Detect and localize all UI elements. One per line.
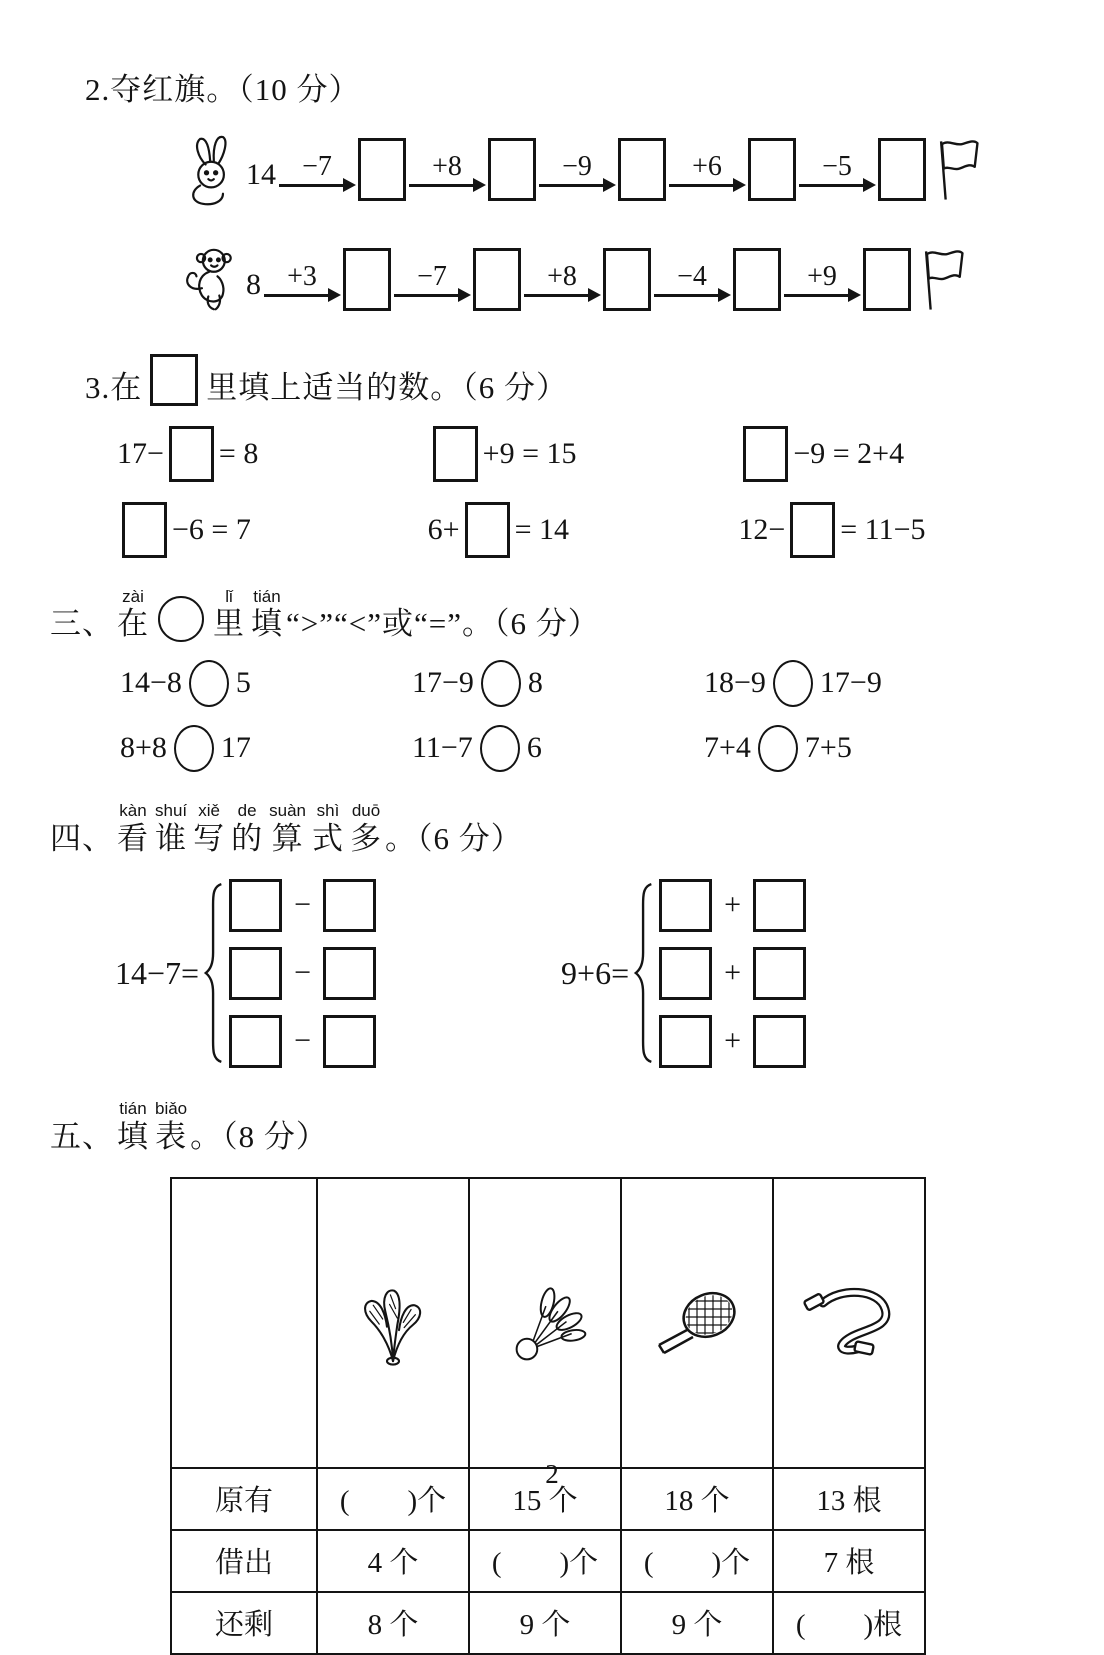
arrow-icon	[409, 184, 475, 187]
ruby-char: de 的	[231, 800, 264, 856]
answer-box[interactable]	[733, 248, 781, 311]
racket-header-cell	[621, 1178, 773, 1468]
blank-equation: −	[229, 879, 376, 932]
chain-operation	[539, 150, 615, 187]
comparison: 18−9 17−9	[704, 660, 996, 707]
ruby-char: kàn 看	[117, 800, 149, 856]
section-three-title	[50, 588, 1049, 642]
empty-header-cell	[171, 1178, 317, 1468]
answer-box[interactable]	[122, 502, 167, 558]
answer-box[interactable]	[323, 879, 376, 932]
comparison: 8+8 17	[120, 725, 412, 772]
monkey-icon	[180, 241, 244, 319]
hanzi: 里	[213, 606, 245, 642]
answer-box[interactable]	[473, 248, 521, 311]
answer-circle[interactable]	[480, 725, 520, 772]
ruby-char: biǎo 表	[155, 1099, 188, 1154]
page-number: 2	[545, 1459, 559, 1489]
group-label: 14−7=	[115, 954, 200, 991]
answer-box[interactable]	[878, 138, 926, 201]
compare-row-2	[120, 725, 1049, 772]
shuttlecock-icon	[470, 1245, 620, 1433]
value-cell: 8 个	[317, 1592, 469, 1654]
answer-box[interactable]	[659, 879, 712, 932]
chain-operation	[654, 260, 730, 297]
answer-box[interactable]	[169, 426, 214, 482]
op-label: −7	[417, 260, 447, 292]
answer-box[interactable]	[433, 426, 478, 482]
answer-box[interactable]	[323, 947, 376, 1000]
jump-rope-header-cell	[773, 1178, 925, 1468]
blank-equation: +	[659, 1015, 806, 1068]
comparison: 7+4 7+5	[704, 725, 996, 772]
answer-box[interactable]	[229, 1015, 282, 1068]
answer-circle[interactable]	[773, 660, 813, 707]
op-label: +8	[432, 150, 462, 182]
answer-box[interactable]	[753, 879, 806, 932]
fill-table	[170, 1177, 926, 1655]
chain-operation	[409, 150, 485, 187]
compare-row-1	[120, 660, 1049, 707]
shuttlecock-header-cell	[469, 1178, 621, 1468]
answer-cell[interactable]: ( )根	[773, 1592, 925, 1654]
chain-operation	[784, 260, 860, 297]
arrow-icon	[654, 294, 720, 297]
racket-icon	[622, 1245, 772, 1433]
section2-title: 2.夺红旗。（10 分）	[85, 72, 361, 107]
blank-equation: −	[229, 947, 376, 1000]
chain-rabbit	[180, 122, 1049, 218]
answer-cell[interactable]: ( )个	[317, 1468, 469, 1530]
rabbit-icon	[180, 131, 244, 209]
blank-equation: +	[659, 947, 806, 1000]
brace-icon	[203, 874, 225, 1072]
chain-operation	[799, 150, 875, 187]
value-cell: 9 个	[469, 1592, 621, 1654]
section3-title-prefix: 3.在	[85, 370, 143, 405]
chain-operation	[524, 260, 600, 297]
blank-equation: −	[229, 1015, 376, 1068]
chain-operation	[394, 260, 470, 297]
value-cell: 9 个	[621, 1592, 773, 1654]
equation: 17− = 8	[117, 426, 428, 482]
group-label: 9+6=	[561, 954, 630, 991]
ruby-char: shì 式	[312, 800, 345, 856]
write-equations-area	[115, 874, 1049, 1072]
section-three-rest: “>”“<”或“=”。（6 分）	[286, 606, 600, 642]
op-label: +3	[287, 260, 317, 292]
answer-box[interactable]	[748, 138, 796, 201]
comparison: 14−8 5	[120, 660, 412, 707]
equation: −9 = 2+4	[738, 426, 1049, 482]
equation: +9 = 15	[428, 426, 739, 482]
ruby-char: suàn 算	[269, 800, 307, 856]
equation-rows	[229, 879, 376, 1068]
section3-title-suffix: 里填上适当的数。（6 分）	[206, 370, 568, 405]
answer-box[interactable]	[743, 426, 788, 482]
chain-start-number: 14	[246, 157, 276, 191]
answer-box[interactable]	[358, 138, 406, 201]
op-label: +8	[547, 260, 577, 292]
answer-cell[interactable]: ( )个	[469, 1530, 621, 1592]
row-label: 原有	[171, 1468, 317, 1530]
answer-box[interactable]	[488, 138, 536, 201]
answer-circle[interactable]	[174, 725, 214, 772]
answer-circle[interactable]	[481, 660, 521, 707]
equation: 6+ = 14	[428, 502, 739, 558]
flag-icon	[913, 244, 967, 316]
equation-group-subtraction	[115, 874, 376, 1072]
value-cell: 18 个	[621, 1468, 773, 1530]
op-label: −4	[677, 260, 707, 292]
answer-box[interactable]	[659, 1015, 712, 1068]
ruby-char: xiě 写	[193, 800, 226, 856]
arrow-icon	[279, 184, 345, 187]
chain-operation	[264, 260, 340, 297]
hanzi: 在	[117, 606, 149, 642]
hanzi: 填	[251, 606, 283, 642]
pinyin: tián	[253, 586, 281, 606]
chain-operation	[669, 150, 745, 187]
comparison: 11−7 6	[412, 725, 704, 772]
example-circle	[158, 596, 204, 642]
answer-circle[interactable]	[758, 725, 798, 772]
section-four-title	[50, 802, 1049, 856]
ruby-char	[251, 588, 283, 642]
equation-group-addition	[561, 874, 806, 1072]
answer-box[interactable]	[229, 947, 282, 1000]
answer-cell[interactable]: ( )个	[621, 1530, 773, 1592]
table-header-row	[171, 1178, 925, 1468]
section3-title	[85, 354, 1049, 406]
table-row-lent	[171, 1530, 925, 1592]
row-label: 还剩	[171, 1592, 317, 1654]
equation-rows	[659, 879, 806, 1068]
jump-rope-icon	[774, 1245, 924, 1433]
ruby-char	[213, 588, 245, 642]
comparison: 17−9 8	[412, 660, 704, 707]
answer-box[interactable]	[863, 248, 911, 311]
chain-monkey	[180, 232, 1049, 328]
arrow-icon	[394, 294, 460, 297]
answer-box[interactable]	[618, 138, 666, 201]
answer-box[interactable]	[790, 502, 835, 558]
answer-box[interactable]	[343, 248, 391, 311]
op-label: −5	[822, 150, 852, 182]
flag-icon	[928, 134, 982, 206]
table-row-remaining	[171, 1592, 925, 1654]
answer-box[interactable]	[753, 947, 806, 1000]
arrow-icon	[784, 294, 850, 297]
jianzi-header-cell	[317, 1178, 469, 1468]
brace-icon	[633, 874, 655, 1072]
value-cell: 15 个	[469, 1468, 621, 1530]
section-number: 五、	[50, 1118, 114, 1154]
value-cell: 4 个	[317, 1530, 469, 1592]
value-cell: 13 根	[773, 1468, 925, 1530]
section-number: 三、	[50, 606, 114, 642]
section-four-rest: 。（6 分）	[385, 820, 523, 856]
equation: 12− = 11−5	[738, 502, 1049, 558]
answer-box[interactable]	[753, 1015, 806, 1068]
example-box	[150, 354, 198, 406]
arrow-icon	[669, 184, 735, 187]
value-cell: 7 根	[773, 1530, 925, 1592]
equation: −6 = 7	[117, 502, 428, 558]
chain-start-number: 8	[246, 267, 261, 301]
arrow-icon	[264, 294, 330, 297]
chain-operation	[279, 150, 355, 187]
ruby-char: tián 填	[117, 1099, 149, 1154]
answer-box[interactable]	[465, 502, 510, 558]
answer-box[interactable]	[603, 248, 651, 311]
fill-number-row-1	[117, 426, 1049, 482]
arrow-icon	[524, 294, 590, 297]
pinyin: zài	[122, 586, 144, 606]
answer-circle[interactable]	[189, 660, 229, 707]
section-number: 四、	[50, 820, 114, 856]
answer-box[interactable]	[659, 947, 712, 1000]
row-label: 借出	[171, 1530, 317, 1592]
op-label: −9	[562, 150, 592, 182]
arrow-icon	[539, 184, 605, 187]
fill-number-row-2	[117, 502, 1049, 558]
answer-box[interactable]	[323, 1015, 376, 1068]
jianzi-icon	[318, 1245, 468, 1433]
ruby-char	[117, 588, 149, 642]
answer-box[interactable]	[229, 879, 282, 932]
ruby-char: shuí 谁	[155, 800, 188, 856]
arrow-icon	[799, 184, 865, 187]
op-label: +9	[807, 260, 837, 292]
section-five-rest: 。（8 分）	[190, 1118, 328, 1154]
op-label: −7	[302, 150, 332, 182]
op-label: +6	[692, 150, 722, 182]
pinyin: lǐ	[225, 586, 233, 606]
blank-equation: +	[659, 879, 806, 932]
ruby-char: duō 多	[350, 800, 383, 856]
section-five-title	[50, 1100, 1049, 1154]
